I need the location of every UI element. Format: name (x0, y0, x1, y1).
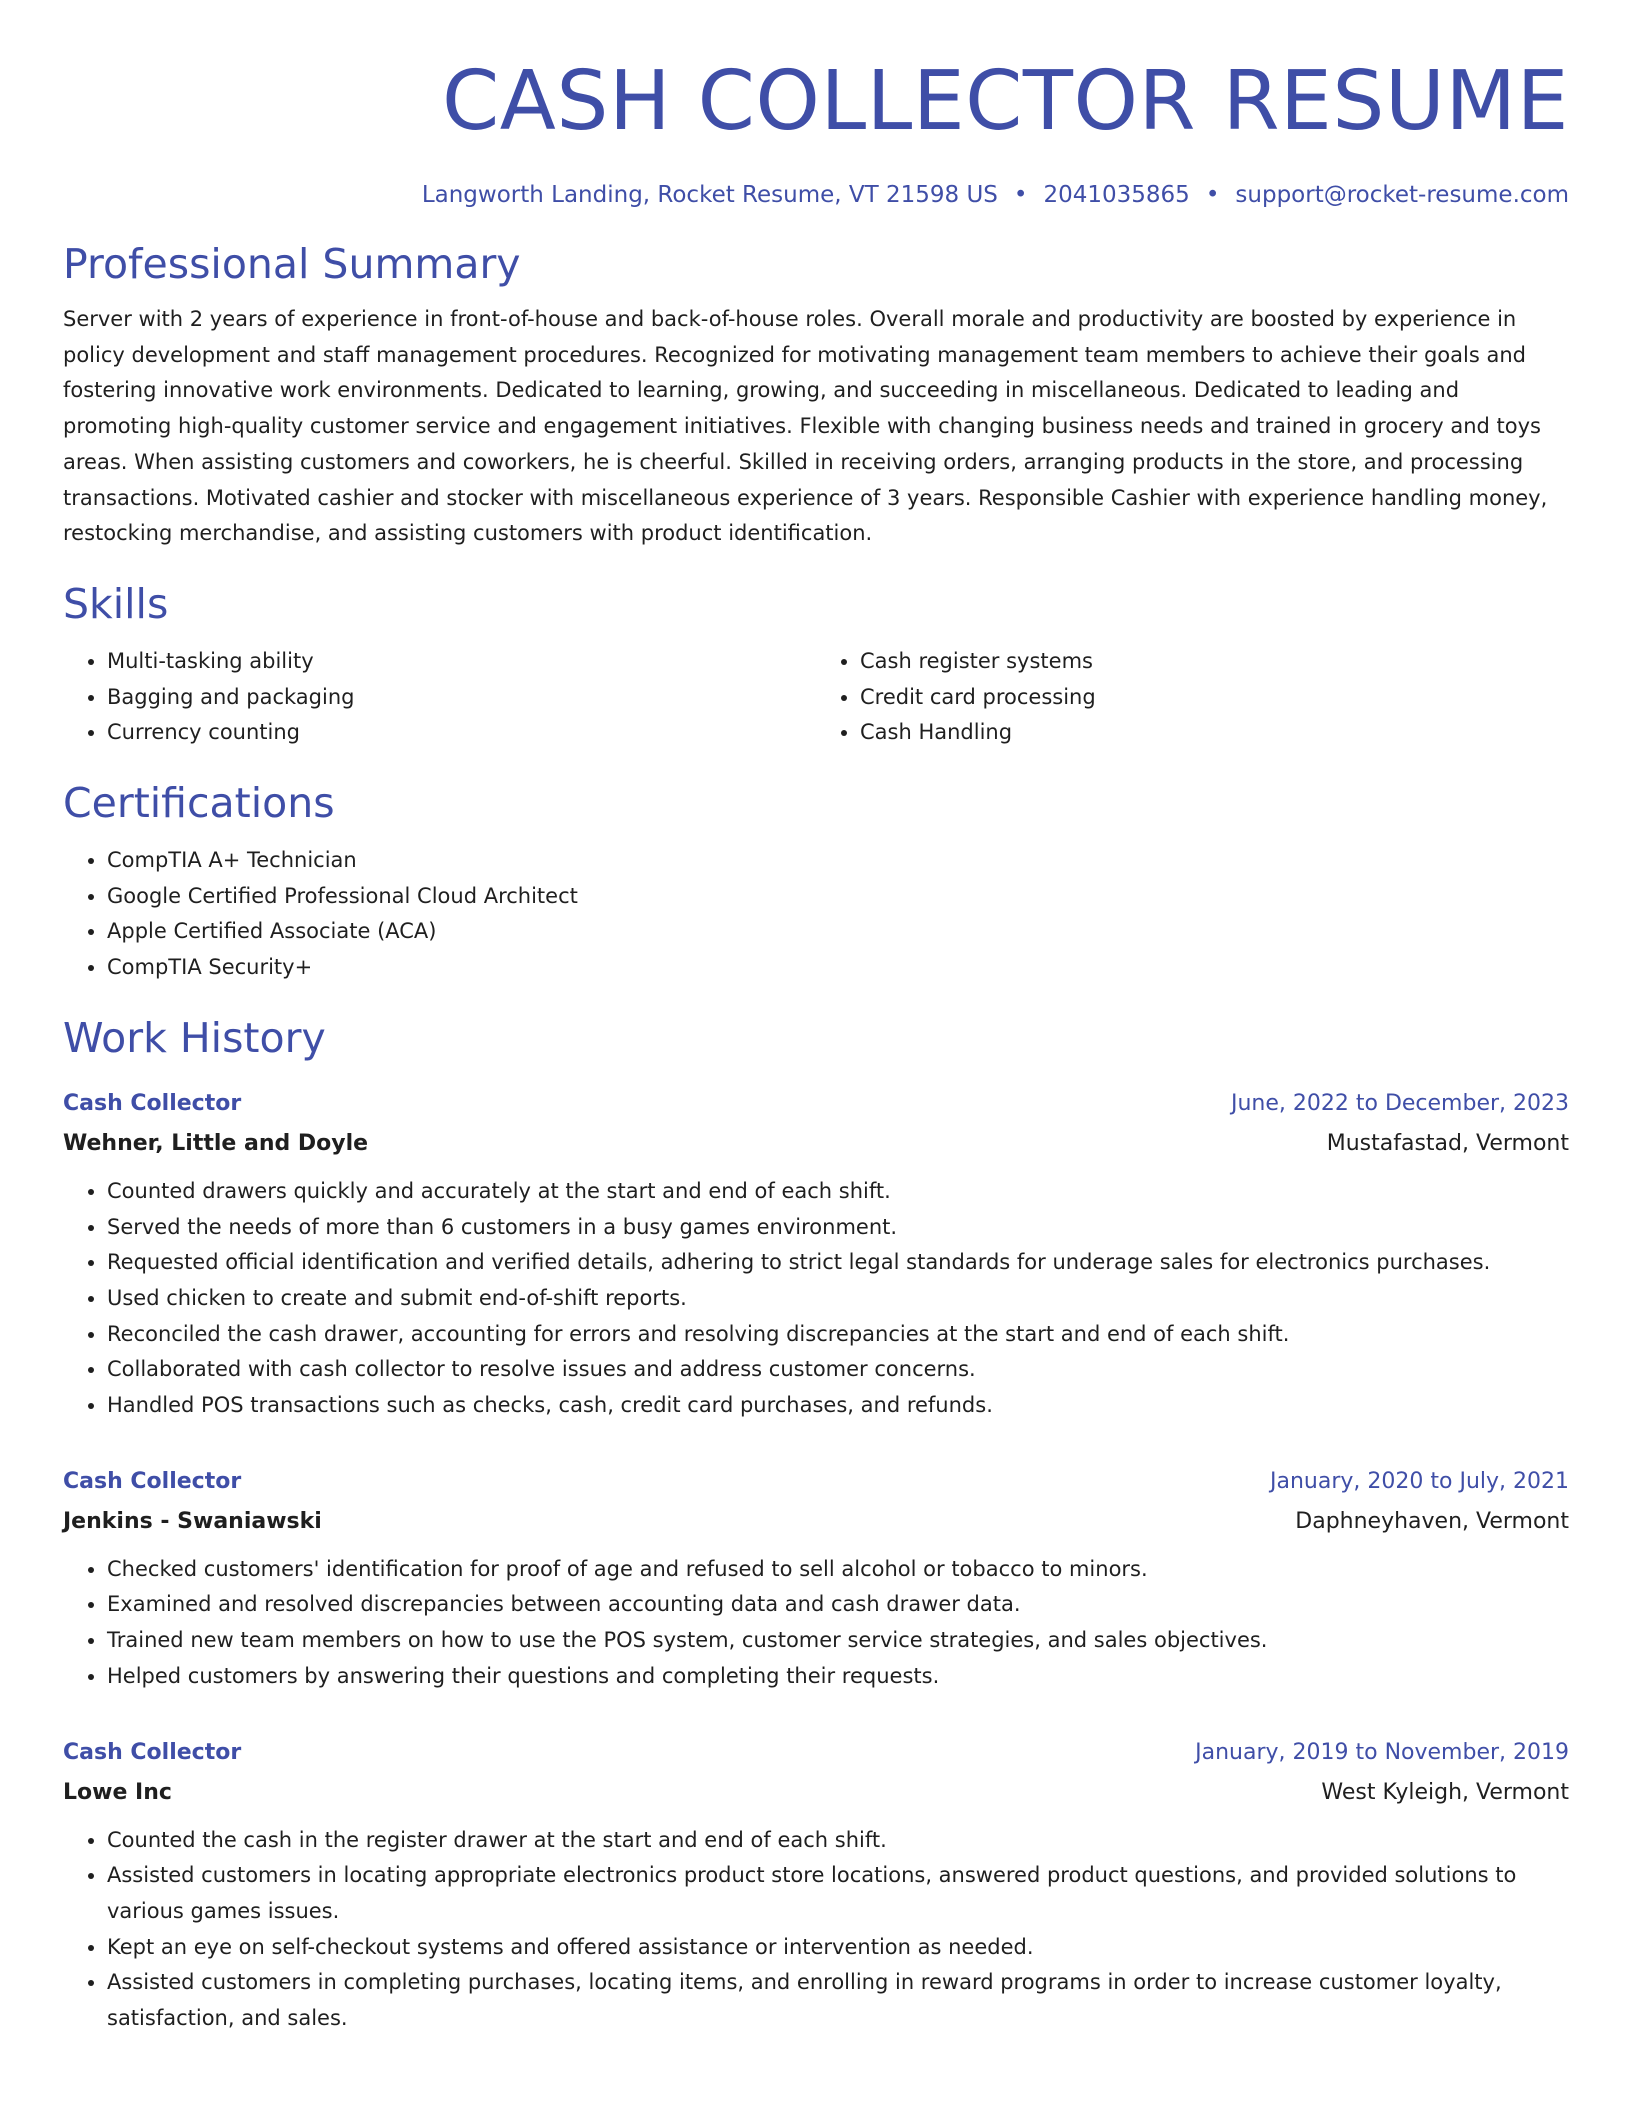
job-employer-row (63, 1773, 1569, 1813)
job-company: Lowe Inc (63, 1779, 172, 1805)
job-employer-row (63, 1124, 1569, 1164)
certification-item: • CompTIA Security+ (107, 950, 1569, 986)
job-company: Wehner, Little and Doyle (63, 1130, 369, 1156)
job-location: Mustafastad, Vermont (1326, 1130, 1569, 1156)
job-company: Jenkins - Swaniawski (63, 1508, 322, 1534)
job-bullet: • Reconciled the cash drawer, accounting for errors and resolving discrepancies at the start and end of each shift. (107, 1317, 1569, 1353)
work-history-heading: Work History (63, 1013, 326, 1062)
job-title: Cash Collector (63, 1090, 242, 1116)
job-bullet: • Checked customers' identification for proof of age and refused to sell alcohol or tobacco to minors. (107, 1552, 1569, 1588)
certifications-heading: Certifications (63, 779, 335, 828)
resume-title: CASH COLLECTOR RESUME (442, 54, 1569, 149)
job-bullet: • Handled POS transactions such as checks, cash, credit card purchases, and refunds. (107, 1388, 1569, 1424)
job-title: Cash Collector (63, 1739, 242, 1765)
contact-separator: • (1205, 182, 1220, 208)
job-bullet: • Helped customers by answering their questions and completing their requests. (107, 1659, 1569, 1695)
job-header-row (63, 1084, 1569, 1124)
job-bullet: • Assisted customers in locating appropriate electronics product store locations, answered product questions, and provided solutions to various games issues. (107, 1858, 1569, 1929)
job-entry (63, 1462, 1569, 1695)
contact-separator: • (1013, 182, 1028, 208)
job-entry (63, 1084, 1569, 1424)
job-bullet: • Examined and resolved discrepancies between accounting data and cash drawer data. (107, 1587, 1569, 1623)
job-bullet: • Kept an eye on self-checkout systems and offered assistance or intervention as needed. (107, 1930, 1569, 1966)
skills-columns (63, 644, 1569, 751)
job-dates: June, 2022 to December, 2023 (1230, 1090, 1569, 1116)
skill-item: • Currency counting (107, 715, 816, 751)
job-bullets (63, 1174, 1569, 1424)
job-bullet: • Counted the cash in the register drawer at the start and end of each shift. (107, 1823, 1569, 1859)
job-bullet: • Counted drawers quickly and accurately at the start and end of each shift. (107, 1174, 1569, 1210)
job-title: Cash Collector (63, 1468, 242, 1494)
contact-line (63, 178, 1569, 212)
certification-item: • CompTIA A+ Technician (107, 843, 1569, 879)
job-bullets (63, 1552, 1569, 1695)
job-bullet: • Trained new team members on how to use the POS system, customer service strategies, and sales objectives. (107, 1623, 1569, 1659)
summary-heading: Professional Summary (63, 240, 521, 288)
contact-address: Langworth Landing, Rocket Resume, VT 21598 US (421, 182, 998, 208)
certification-item: • Google Certified Professional Cloud Architect (107, 879, 1569, 915)
certification-item: • Apple Certified Associate (ACA) (107, 914, 1569, 950)
job-location: West Kyleigh, Vermont (1321, 1779, 1569, 1805)
skill-item: • Cash Handling (860, 715, 1569, 751)
skills-list-right (816, 644, 1569, 751)
job-header-row (63, 1733, 1569, 1773)
job-dates: January, 2019 to November, 2019 (1195, 1739, 1569, 1765)
skills-heading: Skills (63, 579, 169, 628)
contact-phone: 2041035865 (1043, 182, 1190, 208)
job-entry (63, 1733, 1569, 2037)
job-dates: January, 2020 to July, 2021 (1270, 1468, 1569, 1494)
job-employer-row (63, 1502, 1569, 1542)
job-bullet: • Requested official identification and verified details, adhering to strict legal standards for underage sales for electronics purchases. (107, 1245, 1569, 1281)
job-location: Daphneyhaven, Vermont (1295, 1508, 1569, 1534)
job-bullet: • Collaborated with cash collector to resolve issues and address customer concerns. (107, 1352, 1569, 1388)
summary-text: Server with 2 years of experience in front-of-house and back-of-house roles. Overall morale and productivity are boosted by experience in policy development and staff management procedures. Recognized for motivating management team members to achieve their goals and fostering innovative work environments. Dedicated to learning, growing, and succeeding in miscellaneous. Dedicated to leading and promoting high-quality customer service and engagement initiatives. Flexible with changing business needs and trained in grocery and toys areas. When assisting customers and coworkers, he is cheerful. Skilled in receiving orders, arranging products in the store, and processing transactions. Motivated cashier and stocker with miscellaneous experience of 3 years. Responsible Cashier with experience handling money, restocking merchandise, and assisting customers with product identification. (63, 307, 1548, 546)
skill-item: • Bagging and packaging (107, 680, 816, 716)
skill-item: • Cash register systems (860, 644, 1569, 680)
job-bullet: • Served the needs of more than 6 customers in a busy games environment. (107, 1210, 1569, 1246)
job-header-row (63, 1462, 1569, 1502)
contact-email: support@rocket-resume.com (1235, 182, 1569, 208)
job-bullet: • Assisted customers in completing purchases, locating items, and enrolling in reward programs in order to increase customer loyalty, satisfaction, and sales. (107, 1965, 1569, 2036)
job-bullets (63, 1823, 1569, 2037)
skills-list-left (63, 644, 816, 751)
job-bullet: • Used chicken to create and submit end-of-shift reports. (107, 1281, 1569, 1317)
skill-item: • Credit card processing (860, 680, 1569, 716)
certifications-list (63, 843, 1569, 986)
skill-item: • Multi-tasking ability (107, 644, 816, 680)
